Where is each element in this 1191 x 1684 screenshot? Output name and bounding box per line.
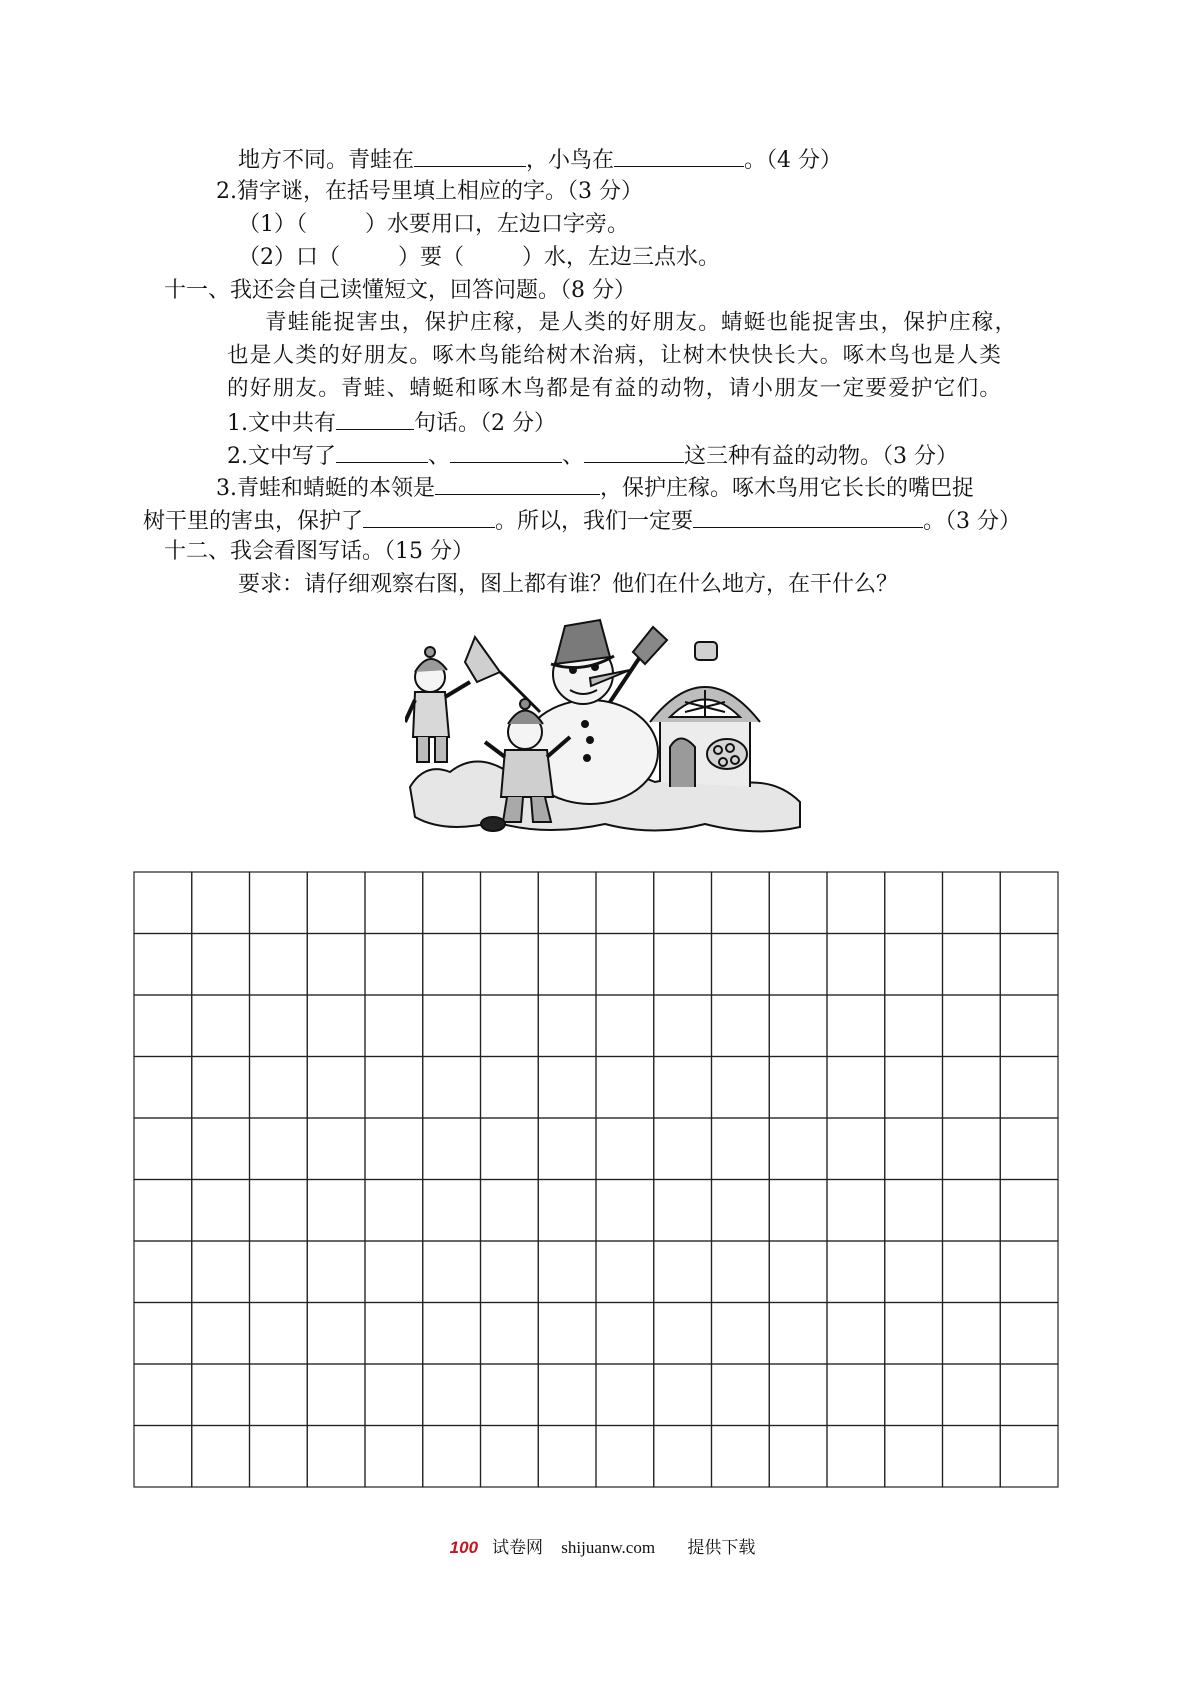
q10-riddle-2 — [238, 243, 720, 273]
riddle2-text-a: （2）口（ — [238, 245, 340, 270]
q11-q2-text-b: 这三种有益的动物。（3 分） — [684, 444, 959, 469]
grid-cell[interactable] — [365, 1364, 423, 1426]
grid-cell[interactable] — [712, 1364, 770, 1426]
grid-cell[interactable] — [827, 934, 885, 996]
grid-cell[interactable] — [538, 1241, 596, 1303]
grid-cell[interactable] — [538, 1180, 596, 1242]
grid-cell[interactable] — [1000, 1303, 1058, 1365]
grid-cell[interactable] — [134, 1180, 192, 1242]
grid-cell[interactable] — [192, 1426, 250, 1488]
grid-cell[interactable] — [134, 1241, 192, 1303]
grid-cell[interactable] — [481, 1364, 539, 1426]
grid-cell[interactable] — [538, 1057, 596, 1119]
grid-cell[interactable] — [481, 1241, 539, 1303]
grid-cell[interactable] — [827, 995, 885, 1057]
grid-cell[interactable] — [943, 934, 1001, 996]
grid-cell[interactable] — [654, 1364, 712, 1426]
grid-cell[interactable] — [538, 1426, 596, 1488]
q11-passage-line-3: 的好朋友。青蛙、蜻蜓和啄木鸟都是有益的动物，请小朋友一定要爱护它们。 — [227, 376, 1003, 401]
grid-cell[interactable] — [1000, 1364, 1058, 1426]
grid-cell[interactable] — [365, 934, 423, 996]
grid-cell[interactable] — [1000, 1057, 1058, 1119]
q11-q1-text-a: 1.文中共有 — [227, 411, 336, 436]
grid-cell[interactable] — [365, 1118, 423, 1180]
grid-cell[interactable] — [769, 872, 827, 934]
grid-cell[interactable] — [134, 1426, 192, 1488]
grid-cell[interactable] — [307, 1364, 365, 1426]
grid-cell[interactable] — [712, 872, 770, 934]
grid-cell[interactable] — [885, 934, 943, 996]
grid-cell[interactable] — [654, 1180, 712, 1242]
grid-cell[interactable] — [943, 1180, 1001, 1242]
footer — [0, 1533, 1191, 1558]
grid-cell[interactable] — [1000, 1118, 1058, 1180]
grid-cell[interactable] — [134, 1303, 192, 1365]
grid-cell[interactable] — [307, 1118, 365, 1180]
grid-cell[interactable] — [307, 1303, 365, 1365]
grid-cell[interactable] — [1000, 1241, 1058, 1303]
grid-cell[interactable] — [192, 1180, 250, 1242]
grid-cell[interactable] — [192, 1241, 250, 1303]
answer-blank-animal-3[interactable] — [584, 440, 684, 463]
grid-cell[interactable] — [250, 1303, 308, 1365]
grid-cell[interactable] — [365, 995, 423, 1057]
answer-blank-skill[interactable] — [435, 472, 600, 495]
answer-blank-sentence-count[interactable] — [336, 407, 414, 430]
answer-blank-bird[interactable] — [614, 144, 744, 167]
grid-cell[interactable] — [365, 1303, 423, 1365]
q11-q3-text-e: 。（3 分） — [923, 509, 1022, 534]
grid-cell[interactable] — [769, 1241, 827, 1303]
grid-cell[interactable] — [481, 1180, 539, 1242]
grid-cell[interactable] — [481, 995, 539, 1057]
q11-q3-text-b: ，保护庄稼。啄木鸟用它长长的嘴巴捉 — [600, 476, 975, 501]
q10-item1-tail — [238, 144, 842, 176]
grid-cell[interactable] — [769, 934, 827, 996]
riddle2-text-b: ）要（ — [398, 245, 465, 270]
grid-cell[interactable] — [423, 1303, 481, 1365]
grid-cell[interactable] — [307, 1180, 365, 1242]
grid-cell[interactable] — [1000, 934, 1058, 996]
grid-cell[interactable] — [712, 1241, 770, 1303]
grid-cell[interactable] — [481, 1057, 539, 1119]
riddle1-text-a: （1）（ — [238, 212, 307, 237]
grid-cell[interactable] — [307, 1426, 365, 1488]
grid-cell[interactable] — [596, 1426, 654, 1488]
grid-cell[interactable] — [769, 995, 827, 1057]
grid-cell[interactable] — [885, 1426, 943, 1488]
grid-cell[interactable] — [250, 1057, 308, 1119]
q10-item1-text-c: 。（4 分） — [744, 148, 843, 173]
grid-cell[interactable] — [596, 1118, 654, 1180]
q11-q2-sep-2: 、 — [562, 444, 585, 469]
logo-number: 100 — [449, 1538, 479, 1557]
answer-blank-protect[interactable] — [363, 505, 495, 528]
answer-blank-animal-2[interactable] — [450, 440, 562, 463]
grid-cell[interactable] — [654, 1118, 712, 1180]
grid-cell[interactable] — [307, 995, 365, 1057]
grid-cell[interactable] — [134, 934, 192, 996]
grid-cell[interactable] — [654, 1426, 712, 1488]
grid-cell[interactable] — [307, 872, 365, 934]
grid-cell[interactable] — [712, 1118, 770, 1180]
grid-cell[interactable] — [250, 1241, 308, 1303]
grid-cell[interactable] — [596, 1303, 654, 1365]
grid-cell[interactable] — [827, 1426, 885, 1488]
grid-cell[interactable] — [885, 995, 943, 1057]
grid-cell[interactable] — [1000, 995, 1058, 1057]
grid-cell[interactable] — [769, 1180, 827, 1242]
grid-cell[interactable] — [307, 934, 365, 996]
grid-cell[interactable] — [423, 1241, 481, 1303]
grid-cell[interactable] — [538, 1364, 596, 1426]
q10-item2-prompt: 2.猜字谜，在括号里填上相应的字。（3 分） — [216, 179, 643, 204]
grid-cell[interactable] — [250, 1118, 308, 1180]
grid-cell[interactable] — [423, 995, 481, 1057]
grid-cell[interactable] — [134, 1364, 192, 1426]
grid-cell[interactable] — [943, 872, 1001, 934]
grid-cell[interactable] — [943, 995, 1001, 1057]
grid-cell[interactable] — [712, 1180, 770, 1242]
grid-cell[interactable] — [769, 1118, 827, 1180]
grid-cell[interactable] — [827, 1303, 885, 1365]
grid-cell[interactable] — [712, 1426, 770, 1488]
snowman-scene-illustration — [405, 612, 805, 837]
q11-question-3-line-1 — [216, 472, 974, 504]
grid-cell[interactable] — [538, 1118, 596, 1180]
q11-question-1 — [227, 407, 556, 439]
answer-blank-must[interactable] — [693, 505, 923, 528]
grid-cell[interactable] — [827, 1180, 885, 1242]
grid-cell[interactable] — [943, 1118, 1001, 1180]
grid-cell[interactable] — [250, 1180, 308, 1242]
grid-cell[interactable] — [769, 1364, 827, 1426]
grid-cell[interactable] — [712, 995, 770, 1057]
q11-heading: 十一、我还会自己读懂短文，回答问题。（8 分） — [164, 278, 636, 303]
writing-grid[interactable] — [133, 871, 1059, 1488]
q11-question-3-line-2 — [143, 505, 1021, 537]
grid-cell[interactable] — [654, 1303, 712, 1365]
grid-cell[interactable] — [654, 934, 712, 996]
footer-domain-link[interactable]: shijuanw.com — [561, 1538, 656, 1557]
grid-cell[interactable] — [192, 1364, 250, 1426]
grid-cell[interactable] — [885, 1364, 943, 1426]
grid-cell[interactable] — [423, 1426, 481, 1488]
grid-cell[interactable] — [885, 872, 943, 934]
grid-cell[interactable] — [134, 872, 192, 934]
grid-cell[interactable] — [943, 1303, 1001, 1365]
grid-cell[interactable] — [769, 1426, 827, 1488]
grid-cell[interactable] — [365, 872, 423, 934]
q11-passage-line-1: 青蛙能捉害虫，保护庄稼，是人类的好朋友。蜻蜓也能捉害虫，保护庄稼， — [265, 310, 1018, 335]
grid-cell[interactable] — [827, 1057, 885, 1119]
grid-cell[interactable] — [365, 1241, 423, 1303]
grid-cell[interactable] — [827, 1118, 885, 1180]
grid-cell[interactable] — [250, 1426, 308, 1488]
grid-cell[interactable] — [596, 1180, 654, 1242]
grid-cell[interactable] — [827, 872, 885, 934]
riddle1-text-b: ）水要用口，左边口字旁。 — [365, 212, 630, 237]
grid-cell[interactable] — [481, 1303, 539, 1365]
q10-riddle-1 — [238, 210, 629, 240]
grid-cell[interactable] — [423, 1364, 481, 1426]
grid-cell[interactable] — [423, 1057, 481, 1119]
answer-blank-animal-1[interactable] — [336, 440, 428, 463]
grid-cell[interactable] — [192, 1118, 250, 1180]
grid-cell[interactable] — [250, 1364, 308, 1426]
q11-q3-text-c: 树干里的害虫，保护了 — [143, 509, 364, 534]
grid-cell[interactable] — [1000, 872, 1058, 934]
grid-cell[interactable] — [712, 934, 770, 996]
grid-cell[interactable] — [307, 1241, 365, 1303]
grid-cell[interactable] — [596, 1057, 654, 1119]
grid-cell[interactable] — [423, 1180, 481, 1242]
grid-cell[interactable] — [192, 934, 250, 996]
grid-cell[interactable] — [134, 1118, 192, 1180]
grid-cell[interactable] — [481, 934, 539, 996]
q12-requirement: 要求：请仔细观察右图，图上都有谁？他们在什么地方，在干什么？ — [238, 572, 899, 597]
answer-blank-frog[interactable] — [414, 144, 526, 167]
grid-cell[interactable] — [712, 1303, 770, 1365]
grid-cell[interactable] — [769, 1057, 827, 1119]
q10-item1-text-b: ，小鸟在 — [526, 148, 615, 173]
grid-cell[interactable] — [654, 1057, 712, 1119]
grid-cell[interactable] — [192, 1057, 250, 1119]
grid-cell[interactable] — [885, 1303, 943, 1365]
footer-site-name: 试卷网 — [492, 1538, 544, 1557]
grid-cell[interactable] — [769, 1303, 827, 1365]
grid-cell[interactable] — [250, 872, 308, 934]
grid-cell[interactable] — [596, 934, 654, 996]
grid-cell[interactable] — [538, 934, 596, 996]
q11-passage-line-2: 也是人类的好朋友。啄木鸟能给树木治病，让树木快快长大。啄木鸟也是人类 — [227, 343, 1003, 368]
grid-cell[interactable] — [827, 1364, 885, 1426]
grid-cell[interactable] — [943, 1241, 1001, 1303]
q11-question-2 — [227, 440, 958, 472]
grid-cell[interactable] — [654, 995, 712, 1057]
grid-cell[interactable] — [250, 995, 308, 1057]
grid-cell[interactable] — [885, 1057, 943, 1119]
grid-cell[interactable] — [1000, 1426, 1058, 1488]
grid-cell[interactable] — [712, 1057, 770, 1119]
footer-logo — [436, 1538, 543, 1557]
q11-q2-sep-1: 、 — [428, 444, 451, 469]
grid-cell[interactable] — [885, 1118, 943, 1180]
grid-cell[interactable] — [481, 1426, 539, 1488]
grid-cell[interactable] — [596, 872, 654, 934]
grid-cell[interactable] — [885, 1241, 943, 1303]
q11-q2-text-a: 2.文中写了 — [227, 444, 336, 469]
grid-cell[interactable] — [365, 1057, 423, 1119]
riddle2-text-c: ）水，左边三点水。 — [522, 245, 721, 270]
grid-cell[interactable] — [538, 872, 596, 934]
grid-cell[interactable] — [943, 1364, 1001, 1426]
grid-cell[interactable] — [885, 1180, 943, 1242]
q12-heading: 十二、我会看图写话。（15 分） — [164, 539, 474, 564]
grid-cell[interactable] — [423, 1118, 481, 1180]
grid-cell[interactable] — [596, 995, 654, 1057]
q11-q3-text-d: 。所以，我们一定要 — [495, 509, 694, 534]
grid-cell[interactable] — [365, 1426, 423, 1488]
footer-note: 提供下载 — [687, 1538, 756, 1557]
grid-cell[interactable] — [365, 1180, 423, 1242]
grid-cell[interactable] — [654, 872, 712, 934]
grid-cell[interactable] — [423, 934, 481, 996]
grid-cell[interactable] — [596, 1364, 654, 1426]
grid-cell[interactable] — [481, 872, 539, 934]
grid-cell[interactable] — [192, 872, 250, 934]
grid-cell[interactable] — [538, 1303, 596, 1365]
grid-cell[interactable] — [250, 934, 308, 996]
q11-q3-text-a: 3.青蛙和蜻蜓的本领是 — [216, 476, 435, 501]
grid-cell[interactable] — [307, 1057, 365, 1119]
grid-cell[interactable] — [423, 872, 481, 934]
q11-q1-text-b: 句话。（2 分） — [414, 411, 556, 436]
q10-item1-text-a: 地方不同。青蛙在 — [238, 148, 415, 173]
grid-cell[interactable] — [192, 995, 250, 1057]
grid-cell[interactable] — [654, 1241, 712, 1303]
grid-cell[interactable] — [134, 1057, 192, 1119]
grid-cell[interactable] — [596, 1241, 654, 1303]
grid-cell[interactable] — [134, 995, 192, 1057]
grid-cell[interactable] — [943, 1426, 1001, 1488]
grid-cell[interactable] — [481, 1118, 539, 1180]
grid-cell[interactable] — [538, 995, 596, 1057]
grid-cell[interactable] — [1000, 1180, 1058, 1242]
grid-cell[interactable] — [827, 1241, 885, 1303]
grid-cell[interactable] — [192, 1303, 250, 1365]
grid-cell[interactable] — [943, 1057, 1001, 1119]
